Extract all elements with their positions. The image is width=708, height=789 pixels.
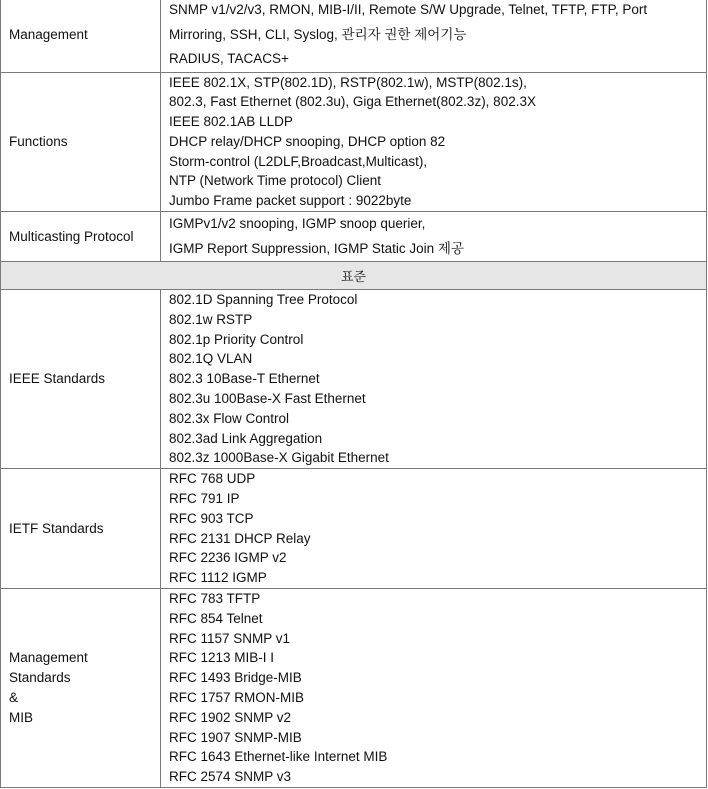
row-label-line: Multicasting Protocol: [9, 228, 134, 244]
section-header-row: [1, 262, 707, 290]
value-line: 802.3, Fast Ethernet (802.3u), Giga Ethernet(802.3z), 802.3X: [169, 94, 536, 110]
value-line: Storm-control (L2DLF,Broadcast,Multicast),: [169, 153, 428, 169]
value-line: DHCP relay/DHCP snooping, DHCP option 82: [169, 133, 446, 149]
value-line: RFC 791 IP: [169, 491, 240, 507]
row-label: [1, 212, 161, 262]
value-line: RFC 854 Telnet: [169, 610, 263, 626]
row-label-line: Functions: [9, 133, 68, 149]
value-line: IEEE 802.1AB LLDP: [169, 114, 293, 130]
row-value: [161, 290, 707, 469]
value-line: 802.3x Flow Control: [169, 410, 290, 426]
value-line: RFC 1112 IGMP: [169, 570, 267, 586]
value-line: RFC 1757 RMON-MIB: [169, 690, 305, 706]
spec-row: [1, 469, 707, 589]
value-line: IGMPv1/v2 snooping, IGMP snoop querier,: [169, 216, 426, 232]
value-line: 802.3z 1000Base-X Gigabit Ethernet: [169, 450, 389, 466]
value-line: RFC 903 TCP: [169, 510, 254, 526]
row-label: [1, 589, 161, 788]
row-value: [161, 72, 707, 212]
row-label: [1, 469, 161, 589]
spec-row: [1, 0, 707, 72]
row-label-line: IETF Standards: [9, 520, 104, 536]
row-value: [161, 0, 707, 72]
spec-row: [1, 589, 707, 788]
value-line: RFC 2574 SNMP v3: [169, 769, 292, 785]
row-label: [1, 0, 161, 72]
value-line: 802.1D Spanning Tree Protocol: [169, 292, 358, 308]
value-line: IGMP Report Suppression, IGMP Static Join 제공: [169, 240, 464, 256]
value-line: 802.1w RSTP: [169, 311, 253, 327]
row-label-line: Standards: [9, 670, 71, 686]
value-line: IEEE 802.1X, STP(802.1D), RSTP(802.1w), MSTP(802.1s),: [169, 74, 527, 90]
value-line: 802.1p Priority Control: [169, 331, 304, 347]
row-label-line: MIB: [9, 710, 34, 726]
row-value: [161, 469, 707, 589]
value-line: 802.3ad Link Aggregation: [169, 430, 323, 446]
value-line: Jumbo Frame packet support : 9022byte: [169, 193, 412, 209]
row-label-line: Management: [9, 26, 88, 42]
value-line: RFC 1907 SNMP-MIB: [169, 729, 302, 745]
spec-row: [1, 72, 707, 212]
value-line: 802.1Q VLAN: [169, 351, 253, 367]
value-line: 802.3 10Base-T Ethernet: [169, 371, 320, 387]
value-line: RFC 2236 IGMP v2: [169, 550, 287, 566]
value-line: SNMP v1/v2/v3, RMON, MIB-I/II, Remote S/W Upgrade, Telnet, TFTP, FTP, Port: [169, 2, 648, 17]
row-value: [161, 589, 707, 788]
row-value: [161, 212, 707, 262]
value-line: RADIUS, TACACS+: [169, 51, 289, 66]
row-label-line: IEEE Standards: [9, 371, 106, 387]
row-label-line: Management: [9, 650, 88, 666]
value-line: RFC 1902 SNMP v2: [169, 709, 292, 725]
section-title: 표준: [1, 262, 707, 290]
row-label: [1, 290, 161, 469]
value-line: RFC 768 UDP: [169, 471, 256, 487]
value-line: RFC 783 TFTP: [169, 591, 261, 607]
row-label: [1, 72, 161, 212]
row-label-line: &: [9, 690, 19, 706]
value-line: Mirroring, SSH, CLI, Syslog, 관리자 권한 제어기능: [169, 26, 467, 42]
value-line: RFC 1643 Ethernet-like Internet MIB: [169, 749, 388, 765]
spec-row: [1, 290, 707, 469]
value-line: RFC 1213 MIB-I I: [169, 650, 275, 666]
value-line: RFC 1157 SNMP v1: [169, 630, 291, 646]
value-line: NTP (Network Time protocol) Client: [169, 173, 382, 189]
value-line: RFC 2131 DHCP Relay: [169, 530, 311, 546]
value-line: RFC 1493 Bridge-MIB: [169, 670, 302, 686]
value-line: 802.3u 100Base-X Fast Ethernet: [169, 391, 366, 407]
spec-row: [1, 212, 707, 262]
